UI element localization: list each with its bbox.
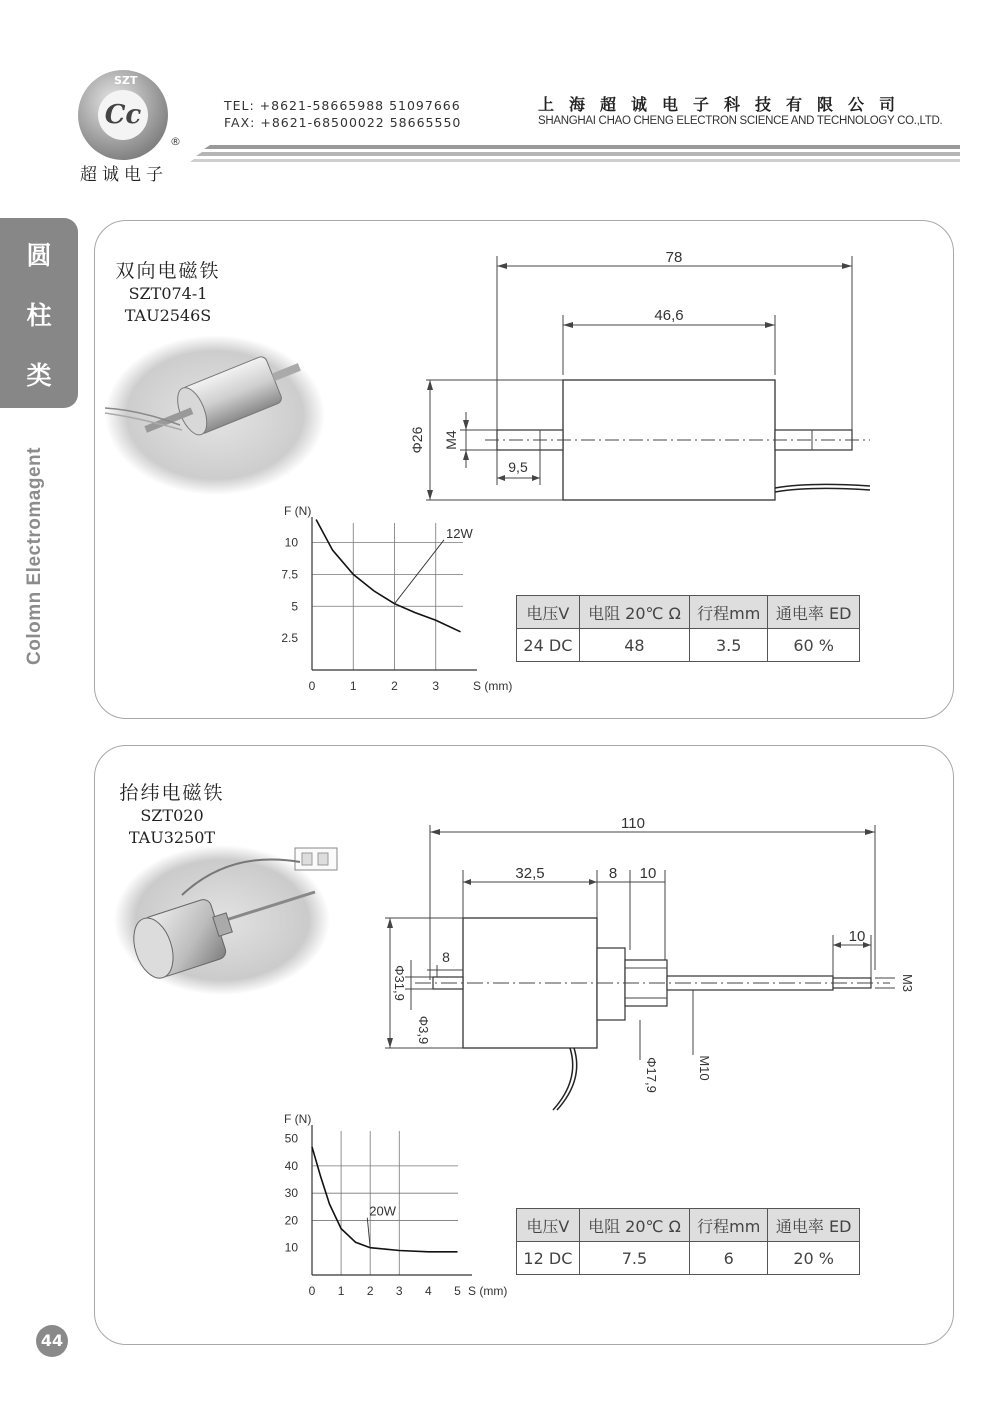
product-model: SZT020 xyxy=(140,806,204,825)
series-curve xyxy=(312,1147,458,1252)
category-char-2: 柱 xyxy=(26,301,52,330)
dim-body: 32,5 xyxy=(515,865,545,882)
series-label: 20W xyxy=(369,1203,397,1219)
x-tick-label: 1 xyxy=(337,1284,345,1298)
header-resistance: 电阻 20℃ Ω xyxy=(579,1209,689,1242)
value-resistance: 48 xyxy=(579,629,689,662)
brand-name: 超诚电子 xyxy=(80,165,168,185)
value-stroke: 3.5 xyxy=(690,629,768,662)
y-tick-label: 50 xyxy=(284,1131,298,1146)
dim-thread: M10 xyxy=(697,1055,712,1081)
product-model: SZT074-1 xyxy=(128,284,208,303)
category-tab xyxy=(0,218,78,408)
y-tick-label: 2.5 xyxy=(281,631,298,646)
header-stroke: 行程mm xyxy=(690,596,768,629)
x-tick-label: 1 xyxy=(349,679,357,693)
fax-line: FAX: +8621-68500022 58665550 xyxy=(224,115,462,130)
header-duty: 通电率 ED xyxy=(768,596,860,629)
y-tick-label: 5 xyxy=(291,599,298,614)
tel-line: TEL: +8621-58665988 51097666 xyxy=(224,98,461,113)
header-voltage: 电压V xyxy=(517,1209,580,1242)
value-duty: 20 % xyxy=(768,1242,860,1275)
x-tick-label: 3 xyxy=(395,1284,403,1298)
header-voltage: 电压V xyxy=(517,596,580,629)
x-tick-label: 5 xyxy=(454,1284,461,1298)
value-resistance: 7.5 xyxy=(579,1242,689,1275)
company-name-en: SHANGHAI CHAO CHENG ELECTRON SCIENCE AND TECHNOLOGY CO.,LTD. xyxy=(538,115,943,127)
contact-info xyxy=(224,97,461,131)
x-tick-label: 3 xyxy=(432,679,440,693)
dim-shaft-diameter: Φ3,9 xyxy=(416,1015,431,1045)
force-stroke-chart-2 xyxy=(262,1105,508,1310)
product-photo-1 xyxy=(100,330,330,500)
y-tick-label: 20 xyxy=(284,1213,298,1228)
registered-mark: ® xyxy=(170,135,181,148)
company-logo xyxy=(78,70,168,160)
header-duty: 通电率 ED xyxy=(768,1209,860,1242)
series-curve xyxy=(316,520,460,632)
y-tick-label: 7.5 xyxy=(281,567,298,582)
logo-letters: SZT xyxy=(114,74,138,87)
x-tick-label: 0 xyxy=(308,679,316,693)
series-label: 12W xyxy=(446,525,473,541)
category-english: Colomn Electromagent xyxy=(24,447,45,665)
dim-tip-thread: M3 xyxy=(900,973,915,993)
value-voltage: 24 DC xyxy=(517,629,580,662)
x-axis-label: S (mm) xyxy=(473,679,513,693)
product-title-1 xyxy=(112,256,224,327)
header-stroke: 行程mm xyxy=(690,1209,768,1242)
dim-nut: 10 xyxy=(639,865,657,882)
company-name-cn: 上海超诚电子科技有限公司 xyxy=(538,95,911,114)
header-resistance: 电阻 20℃ Ω xyxy=(579,596,689,629)
header-stripes xyxy=(190,140,960,170)
dim-length: 78 xyxy=(665,249,683,266)
force-stroke-chart-1 xyxy=(262,495,513,705)
spec-table-2 xyxy=(516,1208,860,1275)
product-code: TAU3250T xyxy=(128,828,216,847)
series-leader xyxy=(395,540,445,604)
category-char-3: 类 xyxy=(26,361,52,390)
y-tick-label: 30 xyxy=(284,1186,298,1201)
product-photo-2 xyxy=(110,840,350,1005)
product-name-cn: 抬纬电磁铁 xyxy=(119,782,225,804)
logo-mark: Cc xyxy=(98,90,148,140)
y-tick-label: 10 xyxy=(284,1240,298,1255)
x-tick-label: 4 xyxy=(425,1284,432,1298)
y-axis-label: F (N) xyxy=(284,1112,312,1126)
page-number: 44 xyxy=(36,1325,68,1357)
dim-length: 110 xyxy=(621,815,645,832)
dim-body: 46,6 xyxy=(654,307,684,324)
x-tick-label: 2 xyxy=(391,679,398,693)
spec-table-1 xyxy=(516,595,860,662)
category-char-1: 圆 xyxy=(26,241,52,270)
x-tick-label: 0 xyxy=(308,1284,316,1298)
dim-tip: 10 xyxy=(848,928,866,945)
product-code: TAU2546S xyxy=(124,306,212,325)
dim-collar-diameter: Φ17,9 xyxy=(644,1057,659,1093)
technical-drawing-2 xyxy=(375,810,915,1110)
x-axis-label: S (mm) xyxy=(468,1284,508,1298)
value-stroke: 6 xyxy=(690,1242,768,1275)
dim-left-stub: 8 xyxy=(442,949,450,965)
dim-diameter: Φ26 xyxy=(409,426,425,454)
x-tick-label: 2 xyxy=(366,1284,374,1298)
y-tick-label: 10 xyxy=(284,535,298,550)
dim-body-diameter: Φ31,9 xyxy=(392,965,407,1001)
technical-drawing-1 xyxy=(400,230,900,510)
dim-thread: M4 xyxy=(443,430,459,450)
dim-shaft: 9,5 xyxy=(508,459,528,475)
value-voltage: 12 DC xyxy=(517,1242,580,1275)
y-axis-label: F (N) xyxy=(284,504,312,518)
product-title-2 xyxy=(104,778,240,849)
value-duty: 60 % xyxy=(768,629,860,662)
dim-collar: 8 xyxy=(608,865,618,882)
series-leader xyxy=(367,1218,370,1248)
product-name-cn: 双向电磁铁 xyxy=(115,260,221,282)
y-tick-label: 40 xyxy=(284,1158,298,1173)
